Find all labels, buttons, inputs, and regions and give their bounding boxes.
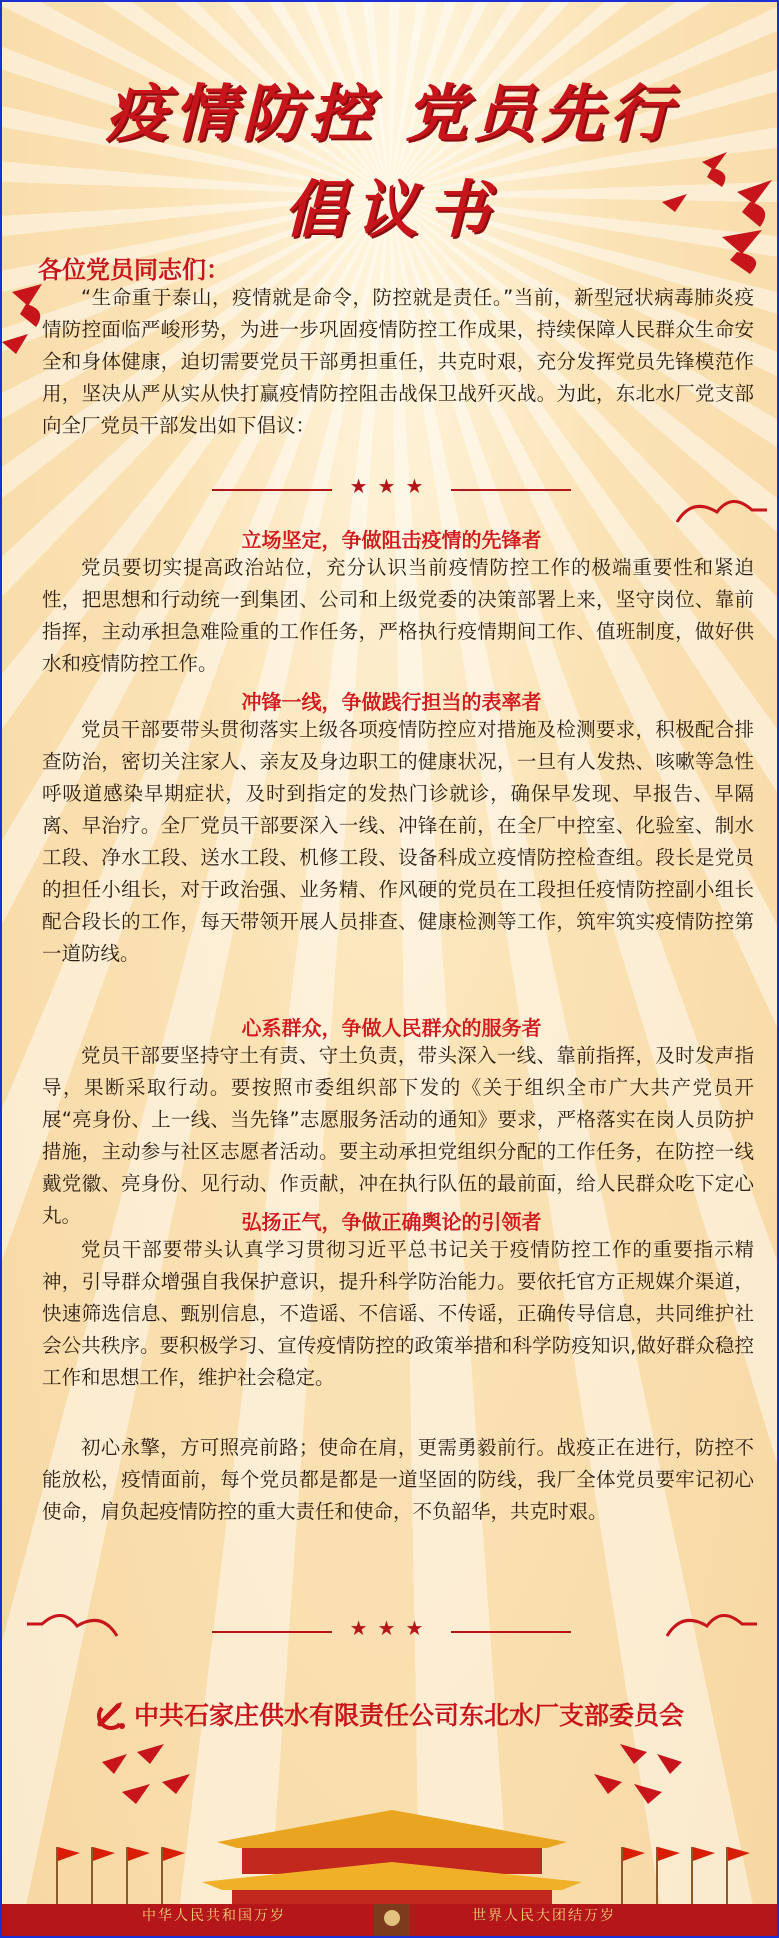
cloud-pattern-left — [22, 1606, 122, 1646]
section-3-body: 党员干部要坚持守土有责、守土负责，带头深入一线、靠前指挥，及时发声指导，果断采取行动。要按照市委组织部下发的《关于组织全市广大共产党员开展“亮身份、上一线、当先锋”志愿服务活动的通知》要求，严格落实在岗人员防护措施，主动参与社区志愿者活动。要主动承担党组织分配的工作任务，在防控一线戴党徽、亮身份、见行动、作贡献，冲在执行队伍的最前面，给人民群众吃下定心丸。 — [42, 1044, 754, 1227]
organization-name: 中共石家庄供水有限责任公司东北水厂支部委员会 — [134, 1701, 685, 1730]
party-emblem-icon — [92, 1696, 128, 1732]
tiananmen-gate-illustration — [2, 1792, 779, 1938]
gate-slogan-left: 中华人民共和国万岁 — [142, 1908, 286, 1924]
divider-stars: ★★★ — [349, 474, 434, 498]
section-4-title: 弘扬正气，争做正确舆论的引领者 — [241, 1210, 542, 1234]
intro-paragraph: “生命重于泰山，疫情就是命令，防控就是责任。”当前，新型冠状病毒肺炎疫情防控面临严峻形势，为进一步巩固疫情防控工作成果，持续保障人民群众生命安全和身体健康，迫切需要党员干部勇担重任，共克时艰，充分发挥党员先锋模范作用，坚决从严从实从快打赢疫情防控阻击战保卫战歼灭战。为此，东北水厂党支部向全厂党员干部发出如下倡议： — [42, 286, 754, 437]
section-4-body: 党员干部要带头认真学习贯彻习近平总书记关于疫情防控工作的重要指示精神，引导群众增强自我保护意识，提升科学防治能力。要依托官方正规媒介渠道，快速筛选信息、甄别信息，不造谣、不信谣、不传谣，正确传导信息，共同维护社会公共秩序。要积极学习、宣传疫情防控的政策举措和科学防疫知识,做好群众稳控工作和思想工作，维护社会稳定。 — [42, 1238, 754, 1389]
closing-paragraph: 初心永擎，方可照亮前路；使命在肩，更需勇毅前行。战疫正在进行，防控不能放松，疫情面前，每个党员都是都是一道坚固的防线，我厂全体党员要牢记初心使命，肩负起疫情防控的重大责任和使命，不负韶华，共克时艰。 — [42, 1436, 754, 1523]
cloud-pattern-right-bottom — [662, 1606, 762, 1646]
section-2-body: 党员干部要带头贯彻落实上级各项疫情防控应对措施及检测要求，积极配合排查防治，密切关注家人、亲友及身边职工的健康状况，一旦有人发热、咳嗽等急性呼吸道感染早期症状，及时到指定的发热门诊就诊，确保早发现、早报告、早隔离、早治疗。全厂党员干部要深入一线、冲锋在前，在全厂中控室、化验室、制水工段、净水工段、送水工段、机修工段、设备科成立疫情防控检查组。段长是党员的担任小组长，对于政治强、业务精、作风硬的党员在工段担任疫情防控副小组长配合段长的工作，每天带领开展人员排查、健康检测等工作，筑牢筑实疫情防控第一道防线。 — [42, 718, 754, 965]
gate-slogan-right: 世界人民大团结万岁 — [472, 1908, 616, 1924]
poster-title-line-2: 倡议书 — [283, 173, 500, 246]
greeting: 各位党员同志们： — [38, 256, 230, 284]
section-3-title: 心系群众，争做人民群众的服务者 — [241, 1016, 542, 1040]
section-1-title: 立场坚定，争做阻击疫情的先锋者 — [241, 528, 542, 552]
divider-stars-bottom: ★★★ — [349, 1616, 434, 1640]
poster-title-line-1: 疫情防控 党员先行 — [105, 77, 678, 150]
section-1-body: 党员要切实提高政治站位，充分认识当前疫情防控工作的极端重要性和紧迫性，把思想和行动统一到集团、公司和上级党委的决策部署上来，坚守岗位、靠前指挥，主动承担急难险重的工作任务，严格执行疫情期间工作、值班制度，做好供水和疫情防控工作。 — [42, 556, 754, 675]
star-divider — [212, 474, 571, 500]
star-divider-bottom — [212, 1616, 571, 1642]
section-2-title: 冲锋一线，争做践行担当的表率者 — [241, 690, 542, 714]
